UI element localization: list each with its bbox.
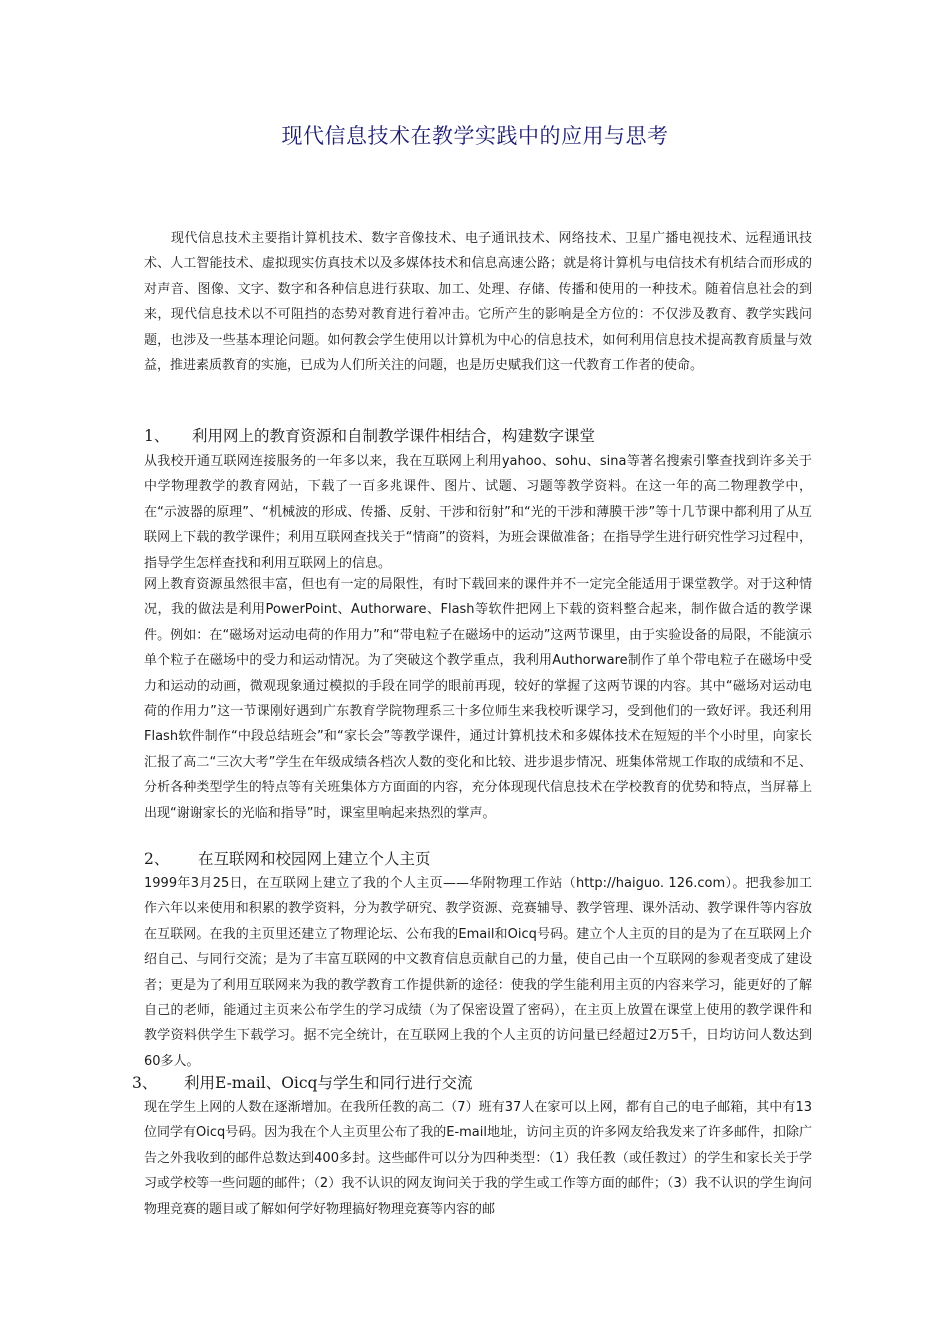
section-1-title: 利用网上的教育资源和自制教学课件相结合，构建数字课堂 bbox=[192, 427, 596, 445]
document-title: 现代信息技术在教学实践中的应用与思考 bbox=[281, 124, 669, 148]
section-3-heading bbox=[132, 1072, 472, 1094]
section-2-heading bbox=[144, 848, 431, 870]
section-3-paragraph-1: 现在学生上网的人数在逐渐增加。在我所任教的高二（7）班有37人在家可以上网，都有自己的电子邮箱，其中有13位同学有Oicq号码。因为我在个人主页里公布了我的E-mail地址，访问主页的许多网友给我发来了许多邮件，扣除广告之外我收到的邮件总数达到400多封。这些邮件可以分为四种类型：（1）我任教（或任教过）的学生和家长关于学习或学校等一些问题的邮件；（2）我不认识的网友询问关于我的学生或工作等方面的邮件；（3）我不认识的学生询问物理竞赛的题目或了解如何学好物理搞好物理竞赛等内容的邮 bbox=[144, 1100, 813, 1217]
section-2-paragraph-1: 1999年3月25日，在互联网上建立了我的个人主页——华附物理工作站（http://haiguo. 126.com）。把我参加工作六年以来使用和积累的教学资料，分为教学研究、教学资源、竞赛辅导、教学管理、课外活动、教学课件等内容放在互联网。在我的主页里还建立了物理论坛、公布我的Email和Oicq号码。建立个人主页的目的是为了在互联网上介绍自己、与同行交流；是为了丰富互联网的中文教育信息贡献自己的力量，使自己由一个互联网的参观者变成了建设者；更是为了利用互联网来为我的教学教育工作提供新的途径：使我的学生能利用主页的内容来学习，能更好的了解自己的老师，能通过主页来公布学生的学习成绩（为了保密设置了密码），在主页上放置在课堂上使用的教学课件和教学资料供学生下载学习。据不完全统计，在互联网上我的个人主页的访问量已经超过2万5千，日均访问人数达到60多人。 bbox=[144, 876, 812, 1069]
section-3-number: 3、 bbox=[132, 1074, 158, 1092]
section-1-paragraph-2: 网上教育资源虽然很丰富，但也有一定的局限性，有时下载回来的课件并不一定完全能适用于课堂教学。对于这种情况，我的做法是利用PowerPoint、Authorware、Flash等软件把网上下载的资料整合起来，制作做合适的教学课件。例如：在“磁场对运动电荷的作用力”和“带电粒子在磁场中的运动”这两节课里，由于实验设备的局限，不能演示单个粒子在磁场中的受力和运动情况。为了突破这个教学重点，我利用Authorware制作了单个带电粒子在磁场中受力和运动的动画，微观现象通过模拟的手段在同学的眼前再现，较好的掌握了这两节课的内容。其中“磁场对运动电荷的作用力”这一节课刚好遇到广东教育学院物理系三十多位师生来我校听课学习，受到他们的一致好评。我还利用Flash软件制作“中段总结班会”和“家长会”等教学课件，通过计算机技术和多媒体技术在短短的半个小时里，向家长汇报了高二“三次大考”学生在年级成绩各档次人数的变化和比较、进步退步情况、班集体常规工作取的成绩和不足、分析各种类型学生的特点等有关班集体方方面面的内容，充分体现现代信息技术在学校教育的优势和特点，当屏幕上出现“谢谢家长的光临和指导”时，课室里响起来热烈的掌声。 bbox=[144, 577, 812, 821]
intro-paragraph: 现代信息技术主要指计算机技术、数字音像技术、电子通讯技术、网络技术、卫星广播电视技术、远程通讯技术、人工智能技术、虚拟现实仿真技术以及多媒体技术和信息高速公路；就是将计算机与电信技术有机结合而形成的对声音、图像、文字、数字和各种信息进行获取、加工、处理、存储、传播和使用的一种技术。随着信息社会的到来，现代信息技术以不可阻挡的态势对教育进行着冲击。它所产生的影响是全方位的：不仅涉及教育、教学实践问题，也涉及一些基本理论问题。如何教会学生使用以计算机为中心的信息技术，如何利用信息技术提高教育质量与效益，推进素质教育的实施，已成为人们所关注的问题，也是历史赋我们这一代教育工作者的使命。 bbox=[144, 231, 812, 374]
section-2-title: 在互联网和校园网上建立个人主页 bbox=[198, 850, 431, 868]
section-1-paragraph-1: 从我校开通互联网连接服务的一年多以来，我在互联网上利用yahoo、sohu、sina等著名搜索引擎查找到许多关于中学物理教学的教育网站，下载了一百多兆课件、图片、试题、习题等教学资料。在这一年的高二物理教学中，在“示波器的原理”、“机械波的形成、传播、反射、干涉和衍射”和“光的干涉和薄膜干涉”等十几节课中都利用了从互联网上下载的教学课件；利用互联网查找关于“情商”的资料，为班会课做准备；在指导学生进行研究性学习过程中，指导学生怎样查找和利用互联网上的信息。 bbox=[144, 454, 812, 571]
section-1-number: 1、 bbox=[144, 427, 170, 445]
section-3-title: 利用E-mail、Oicq与学生和同行进行交流 bbox=[184, 1074, 473, 1092]
section-1-heading bbox=[144, 425, 595, 447]
section-2-number: 2、 bbox=[144, 850, 170, 868]
